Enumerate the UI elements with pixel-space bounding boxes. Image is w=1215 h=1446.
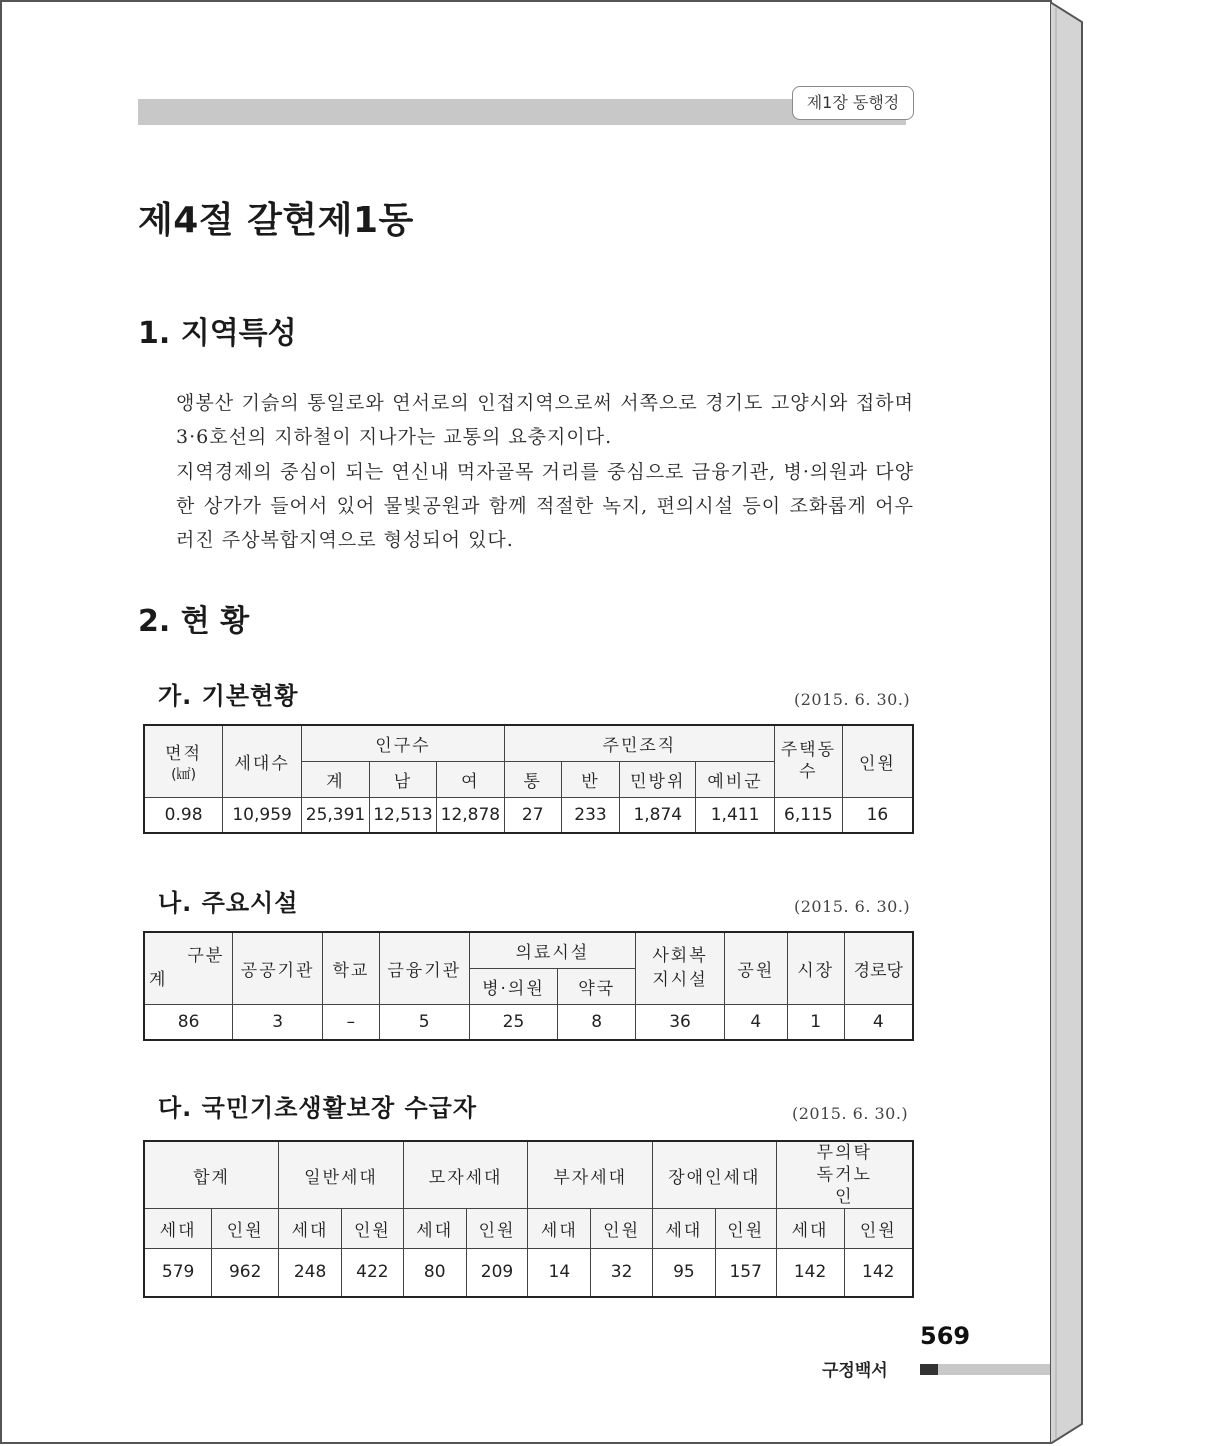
footer-marker (920, 1364, 938, 1375)
cell: 1,411 (696, 797, 775, 833)
sub-household-header: 세대 (403, 1209, 466, 1249)
hospital-header: 병·의원 (469, 968, 558, 1004)
facilities-heading: 나. 주요시설 (158, 889, 299, 917)
cell: 5 (379, 1004, 469, 1040)
cell: 3 (233, 1004, 323, 1040)
cell: 16 (842, 797, 913, 833)
paragraph-1 (138, 386, 914, 454)
category-label: 구분 (187, 946, 225, 966)
section-title: 제4절 갈현제1동 (138, 200, 414, 241)
welfare-recipients-date: (2015. 6. 30.) (792, 1104, 909, 1123)
senior-center-header: 경로당 (844, 932, 913, 1004)
cell: 142 (844, 1249, 913, 1297)
pop-male-header: 남 (369, 761, 436, 797)
cell: 25 (469, 1004, 558, 1040)
cell: 10,959 (223, 797, 302, 833)
chapter-tab: 제1장 동행정 (792, 86, 914, 120)
sub-household-header: 세대 (776, 1209, 844, 1249)
cell: 36 (636, 1004, 725, 1040)
reserve-header: 예비군 (696, 761, 775, 797)
group-mother-header: 모자세대 (403, 1141, 528, 1209)
pop-total-header: 계 (302, 761, 370, 797)
cell: – (322, 1004, 379, 1040)
sub-household-header: 세대 (279, 1209, 342, 1249)
paragraph-1-text: 앵봉산 기슭의 통일로와 연서로의 인접지역으로써 서쪽으로 경기도 고양시와 접하며 3·6호선의 지하철이 지나가는 교통의 요충지이다. (176, 392, 914, 448)
cell: 4 (724, 1004, 787, 1040)
table-row (144, 1249, 913, 1297)
cell: 32 (591, 1249, 653, 1297)
cell: 95 (653, 1249, 716, 1297)
sub-person-header: 인원 (715, 1209, 776, 1249)
cell: 579 (144, 1249, 212, 1297)
staff-header: 인원 (842, 725, 913, 797)
medical-header: 의료시설 (469, 932, 636, 968)
cell: 25,391 (302, 797, 370, 833)
pharmacy-header: 약국 (558, 968, 636, 1004)
cell: 248 (279, 1249, 342, 1297)
page-stack-edge (1050, 2, 1084, 1444)
basic-status-table (143, 724, 914, 834)
sub-person-header: 인원 (341, 1209, 403, 1249)
sub-person-header: 인원 (591, 1209, 653, 1249)
sub-household-header: 세대 (144, 1209, 212, 1249)
group-father-header: 부자세대 (528, 1141, 653, 1209)
cell: 12,878 (436, 797, 504, 833)
households-header: 세대수 (223, 725, 302, 797)
basic-status-heading: 가. 기본현황 (158, 682, 299, 710)
page-number: 569 (920, 1322, 971, 1350)
cell: 8 (558, 1004, 636, 1040)
cell: 86 (144, 1004, 233, 1040)
cell: 142 (776, 1249, 844, 1297)
cell: 12,513 (369, 797, 436, 833)
cell: 233 (561, 797, 620, 833)
heading-status: 2. 현 황 (138, 604, 250, 639)
welfare-recipients-heading: 다. 국민기초생활보장 수급자 (158, 1094, 478, 1122)
pop-female-header: 여 (436, 761, 504, 797)
sub-household-header: 세대 (528, 1209, 591, 1249)
welfare-facility-header: 사회복지시설 (636, 932, 725, 1004)
cell: 422 (341, 1249, 403, 1297)
cell: 209 (466, 1249, 528, 1297)
sub-household-header: 세대 (653, 1209, 716, 1249)
resident-org-header: 주민조직 (504, 725, 774, 761)
area-unit: (㎢) (171, 766, 197, 783)
cell: 0.98 (144, 797, 223, 833)
facilities-table (143, 931, 914, 1041)
cell: 14 (528, 1249, 591, 1297)
cell: 80 (403, 1249, 466, 1297)
paragraph-2 (138, 455, 914, 557)
category-diagonal-header (144, 932, 233, 1004)
market-header: 시장 (787, 932, 844, 1004)
school-header: 학교 (322, 932, 379, 1004)
population-header: 인구수 (302, 725, 505, 761)
book-title: 구정백서 (822, 1361, 888, 1381)
cell: 6,115 (774, 797, 842, 833)
total-label: 계 (149, 969, 168, 990)
cell: 1,874 (620, 797, 696, 833)
table-row (144, 1004, 913, 1040)
civil-defense-header: 민방위 (620, 761, 696, 797)
ban-header: 반 (561, 761, 620, 797)
public-header: 공공기관 (233, 932, 323, 1004)
finance-header: 금융기관 (379, 932, 469, 1004)
cell: 27 (504, 797, 561, 833)
footer-bar (938, 1364, 1050, 1375)
group-total-header: 합계 (144, 1141, 279, 1209)
housing-header: 주택동수 (774, 725, 842, 797)
heading-region-characteristics: 1. 지역특성 (138, 316, 297, 351)
cell: 4 (844, 1004, 913, 1040)
area-label: 면적 (165, 743, 203, 764)
sub-person-header: 인원 (466, 1209, 528, 1249)
cell: 157 (715, 1249, 776, 1297)
cell: 962 (212, 1249, 279, 1297)
area-header (144, 725, 223, 797)
sub-person-header: 인원 (844, 1209, 913, 1249)
basic-status-date: (2015. 6. 30.) (794, 690, 911, 709)
park-header: 공원 (724, 932, 787, 1004)
header-bar (138, 99, 906, 125)
facilities-date: (2015. 6. 30.) (794, 897, 911, 916)
group-elderly-header: 무의탁독거노인 (776, 1141, 913, 1209)
welfare-recipients-table (143, 1140, 914, 1298)
group-disabled-header: 장애인세대 (653, 1141, 777, 1209)
cell: 1 (787, 1004, 844, 1040)
tong-header: 통 (504, 761, 561, 797)
sub-person-header: 인원 (212, 1209, 279, 1249)
group-general-header: 일반세대 (279, 1141, 404, 1209)
table-row (144, 797, 913, 833)
paragraph-2-text: 지역경제의 중심이 되는 연신내 먹자골목 거리를 중심으로 금융기관, 병·의원과 다양한 상가가 들어서 있어 물빛공원과 함께 적절한 녹지, 편의시설 등이 조화롭게 어우러진 주상복합지역으로 형성되어 있다. (176, 461, 914, 551)
